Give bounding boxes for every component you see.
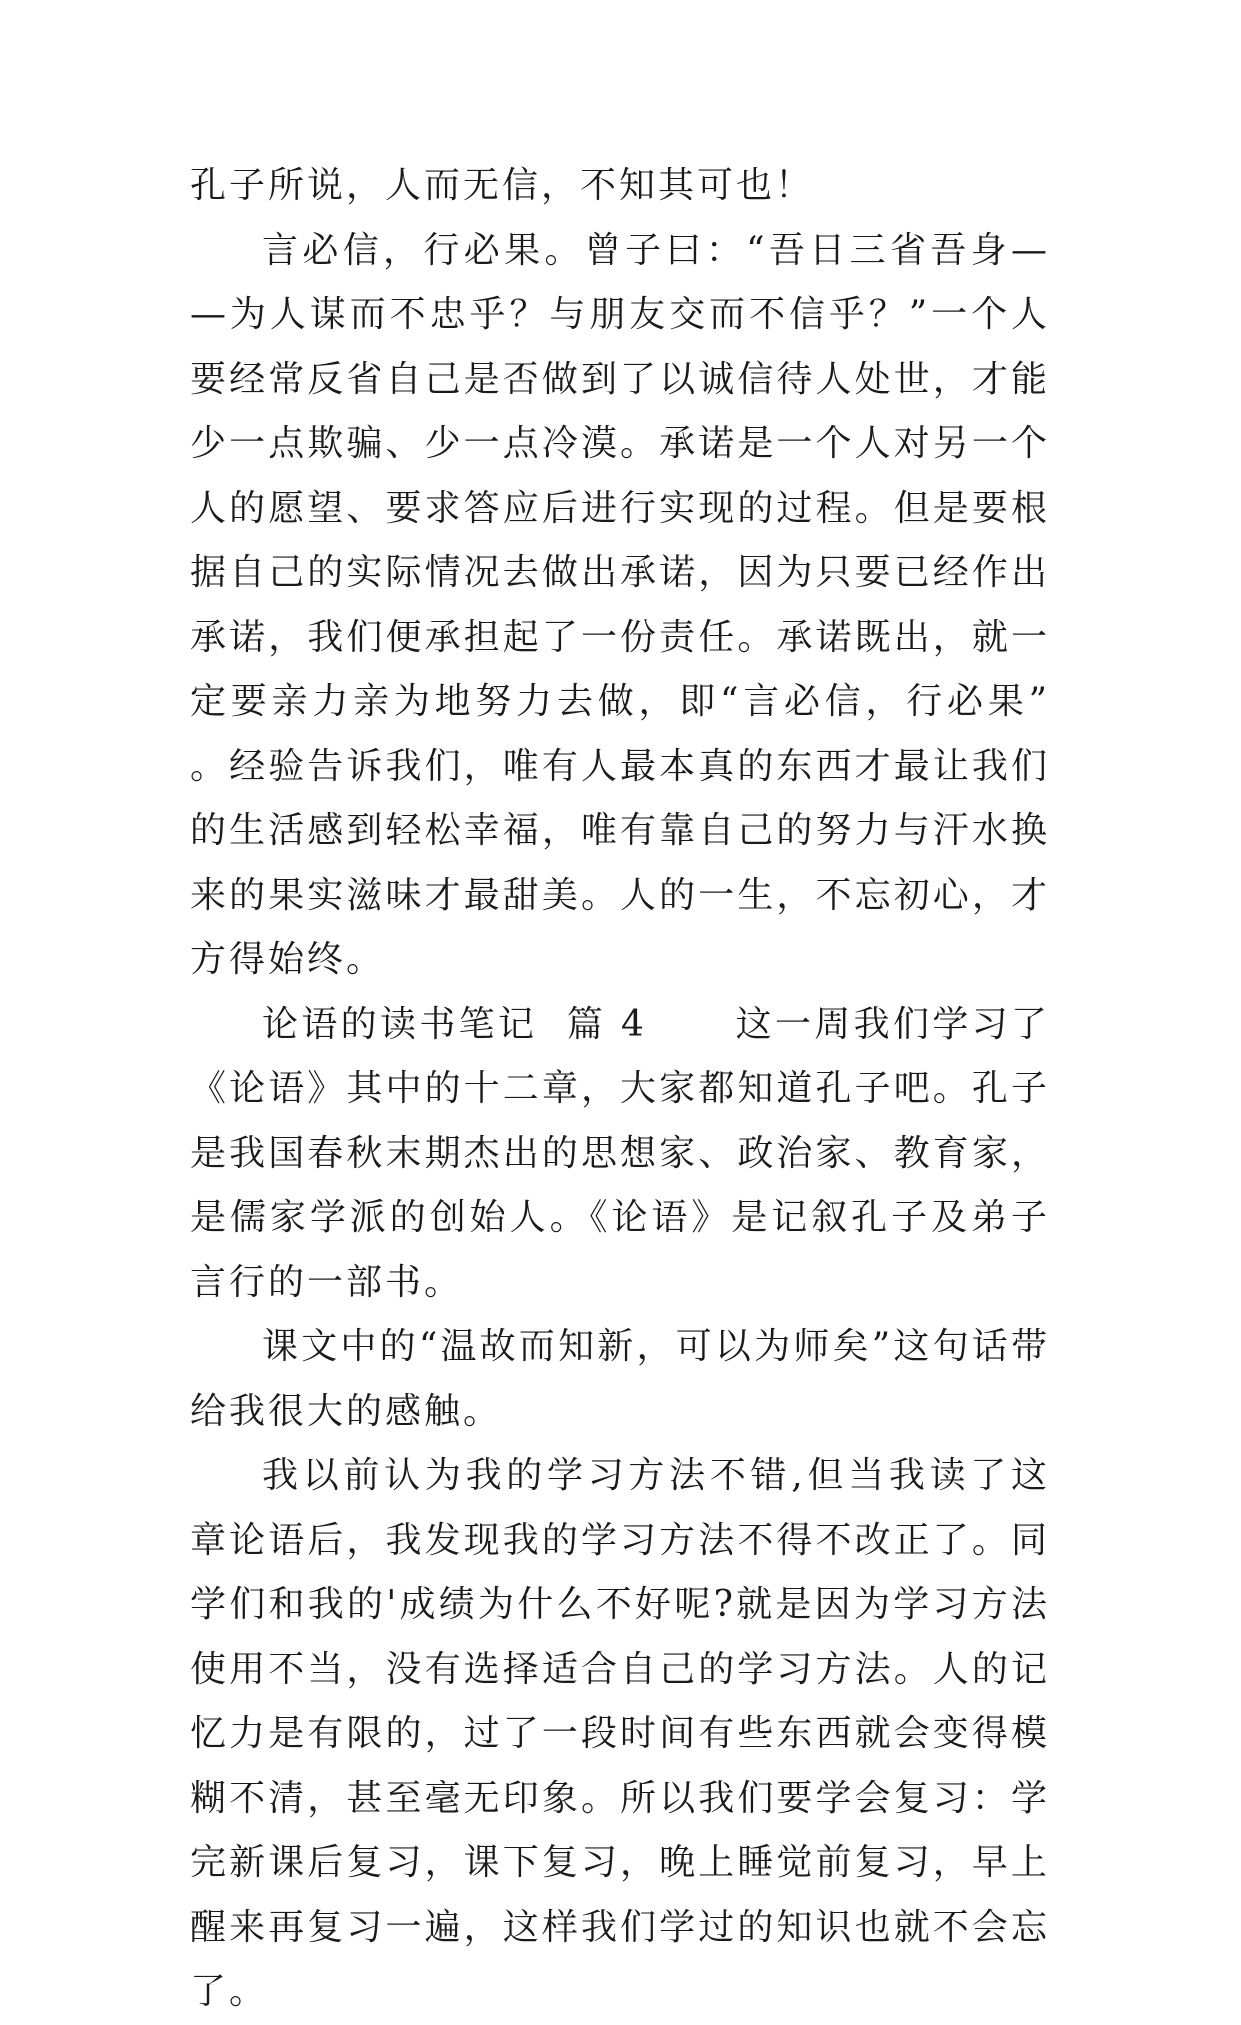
paragraph-1: 孔子所说，人而无信，不知其可也！ [190, 165, 815, 206]
paragraph-2: 言必信，行必果。曾子曰：“吾日三省吾身——为人谋而不忠乎？与朋友交而不信乎？”一个人要经常反省自己是否做到了以诚信待人处世，才能少一点欺骗、少一点冷漠。承诺是一个人对另一个人的愿望、要求答应后进行实现的过程。但是要根据自己的实际情况去做出承诺，因为只要已经作出承诺，我们便承担起了一份责任。承诺既出，就一定要亲力亲为地努力去做，即“言必信，行必果”。经验告诉我们，唯有人最本真的东西才最让我们的生活感到轻松幸福，唯有靠自己的努力与汗水换来的果实滋味才最甜美。人的一生，不忘初心，才方得始终。 [190, 229, 1050, 980]
paragraph-3: 论语的读书笔记 篇 4 这一周我们学习了《论语》其中的十二章，大家都知道孔子吧。孔子是我国春秋末期杰出的思想家、政治家、教育家，是儒家学派的创始人。《论语》是记叙孔子及弟子言行的一部书。 [190, 1003, 1050, 1303]
paragraph-5: 我以前认为我的学习方法不错,但当我读了这章论语后，我发现我的学习方法不得不改正了。同学们和我的'成绩为什么不好呢?就是因为学习方法使用不当，没有选择适合自己的学习方法。人的记忆力是有限的，过了一段时间有些东西就会变得模糊不清，甚至毫无印象。所以我们要学会复习：学完新课后复习，课下复习，晚上睡觉前复习，早上醒来再复习一遍，这样我们学过的知识也就不会忘了。 [190, 1455, 1050, 2012]
paragraph-4: 课文中的“温故而知新，可以为师矣”这句话带给我很大的感触。 [190, 1326, 1050, 1432]
body-text [190, 154, 1050, 2025]
